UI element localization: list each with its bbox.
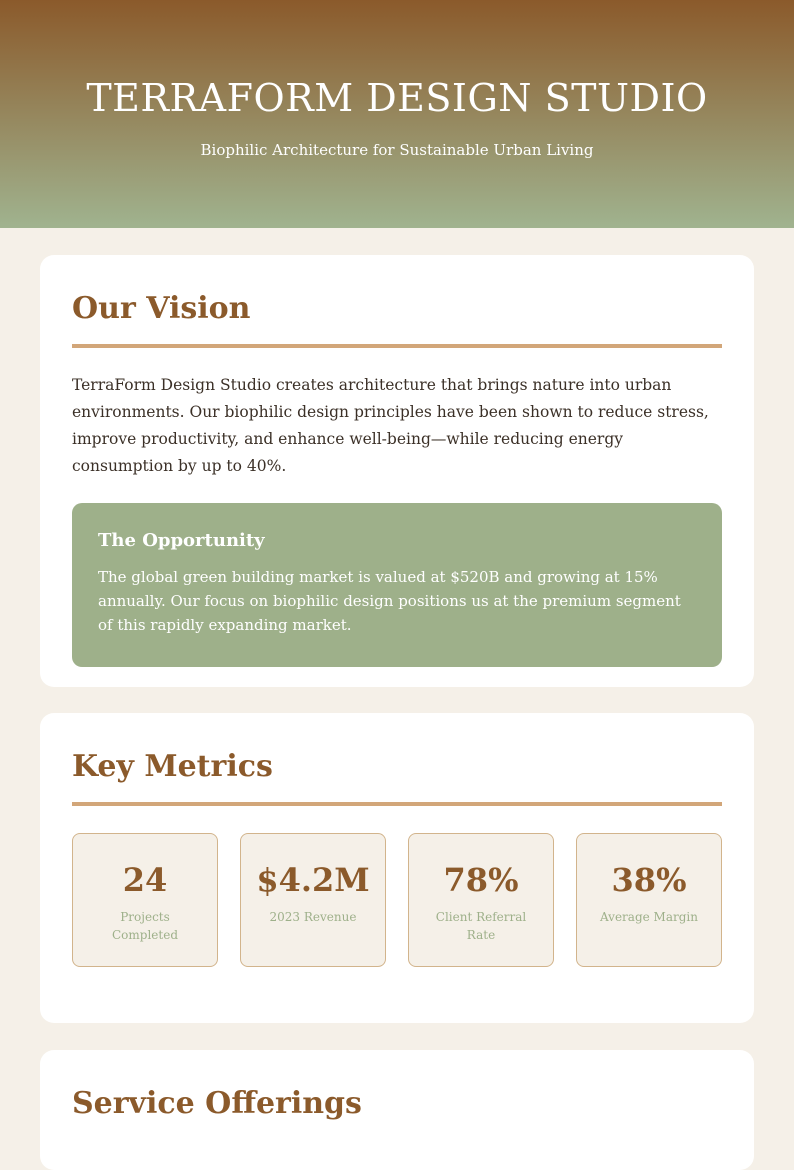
opportunity-title: The Opportunity: [98, 530, 265, 551]
metric-label: 2023 Revenue: [269, 910, 357, 924]
vision-heading: Our Vision: [72, 290, 722, 348]
metrics-heading: Key Metrics: [72, 748, 722, 806]
hero-header: [0, 0, 794, 228]
metric-card-margin: [576, 833, 722, 967]
metric-label: Average Margin: [600, 910, 698, 924]
studio-title: TERRAFORM DESIGN STUDIO: [86, 76, 708, 120]
opportunity-callout: [72, 503, 722, 667]
vision-body: TerraForm Design Studio creates architecture that brings nature into urban environments. Our biophilic design principles have been shown to reduce stress, improve productivity, and enhance well-being—while reducing energy consumption by up to 40%.: [72, 376, 709, 475]
metric-label: Projects Completed: [111, 910, 178, 942]
studio-tagline: Biophilic Architecture for Sustainable Urban Living: [200, 141, 594, 159]
metric-label: Client Referral Rate: [435, 910, 527, 942]
metric-value: 38%: [611, 861, 687, 899]
services-section: [40, 1050, 754, 1170]
metric-card-revenue: [240, 833, 386, 967]
metric-value: 78%: [443, 861, 519, 899]
metric-value: $4.2M: [256, 861, 370, 899]
opportunity-body: The global green building market is valued at $520B and growing at 15% annually. Our focus on biophilic design positions us at the premium segment of this rapidly expanding market.: [98, 568, 681, 634]
vision-section: [40, 255, 754, 687]
metric-card-referral: [408, 833, 554, 967]
metric-card-projects: [72, 833, 218, 967]
metrics-row: [72, 833, 722, 967]
metric-value: 24: [122, 861, 168, 899]
metrics-section: [40, 713, 754, 1023]
services-heading: Service Offerings: [72, 1086, 362, 1121]
